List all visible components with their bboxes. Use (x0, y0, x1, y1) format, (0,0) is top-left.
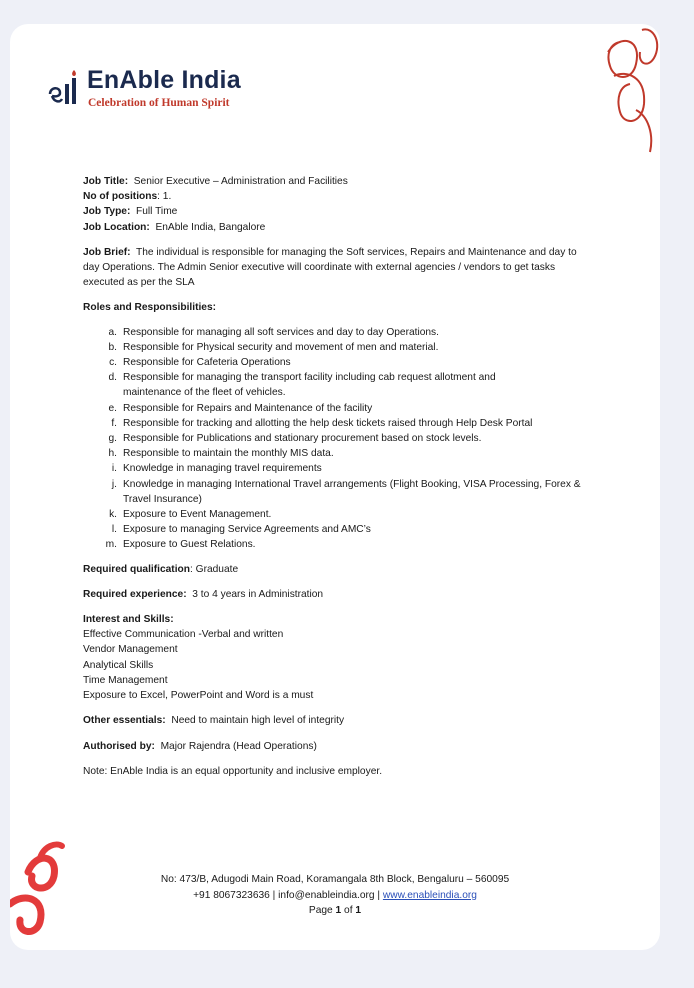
authorised-row (83, 739, 603, 754)
experience-value: 3 to 4 years in Administration (192, 588, 324, 600)
positions-label: No of positions (83, 191, 158, 203)
job-type-label: Job Type: (83, 206, 131, 218)
list-item: g. Responsible for Publications and stationary procurement based on stock levels. (108, 433, 482, 445)
list-item: i. Knowledge in managing travel requirements (111, 463, 322, 475)
skills-heading: Interest and Skills: (83, 614, 174, 626)
list-item: a. Responsible for managing all soft services and day to day Operations. (108, 326, 439, 338)
footer-phone-email: +91 8067323636 | info@enableindia.org | (193, 889, 383, 901)
job-location-label: Job Location: (83, 221, 150, 233)
positions-value: : 1. (157, 191, 172, 203)
experience-row (83, 587, 603, 602)
list-item: m. Exposure to Guest Relations. (105, 539, 256, 551)
qualification-row (83, 562, 603, 577)
job-type-row (83, 204, 603, 219)
list-item: l. Exposure to managing Service Agreements and AMC’s (111, 524, 371, 536)
skill-item: Analytical Skills (83, 659, 154, 671)
list-item: c. Responsible for Cafeteria Operations (109, 357, 291, 369)
list-item: h. Responsible to maintain the monthly MIS data. (108, 448, 334, 460)
job-title-value: Senior Executive – Administration and Facilities (133, 176, 348, 187)
page-number: Page 1 of 1 (308, 905, 362, 916)
job-location-row (83, 220, 603, 235)
document-page (10, 24, 660, 950)
job-brief-label: Job Brief: (83, 246, 131, 258)
job-brief (83, 245, 593, 291)
list-item: b. Responsible for Physical security and movement of men and material. (108, 341, 439, 353)
list-item: j. Knowledge in managing International Travel arrangements (Flight Booking, VISA Processing, Forex & Travel Insurance) (111, 478, 581, 505)
skill-item: Vendor Management (83, 644, 178, 656)
skill-item: Exposure to Excel, PowerPoint and Word is a must (83, 690, 314, 702)
skill-item: Time Management (83, 674, 168, 686)
authorised-label: Authorised by: (83, 740, 155, 752)
other-essentials-value: Need to maintain high level of integrity (171, 715, 345, 727)
other-essentials-row (83, 713, 603, 728)
job-brief-text: The individual is responsible for managing the Soft services, Repairs and Maintenance and day to day Operations. The Admin Senior executive will coordinate with external agencies / vendors to get tasks executed as per the SLA (83, 246, 577, 289)
footer-contact (10, 888, 660, 904)
job-description (83, 174, 603, 779)
job-title-row (83, 174, 603, 189)
decorative-swirl-bottom-left (10, 832, 70, 950)
list-item: d. Responsible for managing the transport facility including cab request allotment and maintenance of the fleet of vehicles. (108, 372, 496, 399)
positions-row (83, 189, 603, 204)
logo-tagline: Celebration of Human Spirit (88, 97, 230, 109)
enable-india-logo-icon (48, 68, 78, 108)
authorised-value: Major Rajendra (Head Operations) (160, 740, 317, 752)
roles-heading: Roles and Responsibilities: (83, 302, 217, 314)
responsibilities-list (83, 325, 603, 553)
list-item: f. Responsible for tracking and allotting the help desk tickets raised through Help Desk Portal (111, 417, 533, 429)
job-title-label: Job Title: (83, 176, 129, 187)
experience-label: Required experience: (83, 588, 187, 600)
page-footer (10, 872, 660, 919)
job-location-value: EnAble India, Bangalore (155, 221, 266, 233)
equal-opportunity-note: Note: EnAble India is an equal opportunity and inclusive employer. (83, 765, 383, 777)
qualification-value: : Graduate (189, 563, 239, 575)
list-item: k. Exposure to Event Management. (109, 509, 272, 521)
decorative-swirl-top-right (550, 24, 660, 164)
list-item: e. Responsible for Repairs and Maintenance of the facility (108, 402, 373, 414)
website-link[interactable]: www.enableindia.org (382, 889, 477, 901)
logo-company-name: EnAble India (87, 66, 241, 94)
footer-address: No: 473/B, Adugodi Main Road, Koramangala 8th Block, Bengaluru – 560095 (160, 874, 510, 885)
skill-item: Effective Communication -Verbal and written (83, 629, 284, 641)
other-essentials-label: Other essentials: (83, 715, 166, 727)
job-type-value: Full Time (136, 206, 178, 218)
qualification-label: Required qualification (83, 563, 190, 575)
